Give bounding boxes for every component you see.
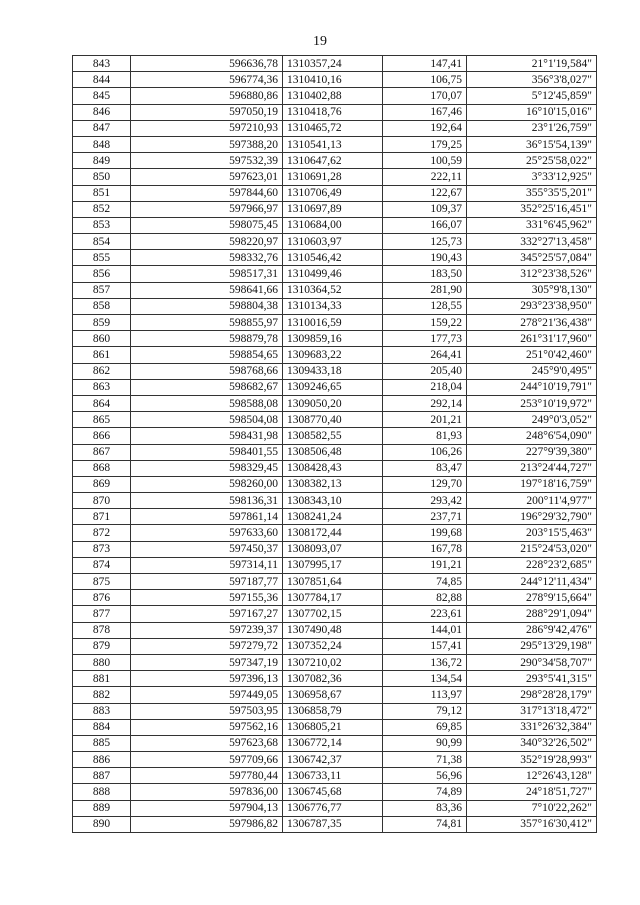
table-row xyxy=(73,120,597,136)
distance-cell: 74,85 xyxy=(383,574,467,590)
x-coordinate-cell: 597210,93 xyxy=(131,120,283,136)
table-row xyxy=(73,201,597,217)
table-row xyxy=(73,315,597,331)
table-row xyxy=(73,719,597,735)
y-coordinate-cell: 1310465,72 xyxy=(283,120,383,136)
point-number-cell: 862 xyxy=(73,363,131,379)
distance-cell: 144,01 xyxy=(383,622,467,638)
bearing-angle-cell: 23°1'26,759" xyxy=(467,120,597,136)
table-row xyxy=(73,590,597,606)
bearing-angle-cell: 261°31'17,960" xyxy=(467,331,597,347)
bearing-angle-cell: 286°9'42,476" xyxy=(467,622,597,638)
table-row xyxy=(73,217,597,233)
point-number-cell: 869 xyxy=(73,476,131,492)
point-number-cell: 859 xyxy=(73,315,131,331)
y-coordinate-cell: 1309050,20 xyxy=(283,395,383,411)
distance-cell: 166,07 xyxy=(383,217,467,233)
bearing-angle-cell: 200°11'4,977" xyxy=(467,493,597,509)
x-coordinate-cell: 598641,66 xyxy=(131,282,283,298)
distance-cell: 147,41 xyxy=(383,56,467,72)
distance-cell: 122,67 xyxy=(383,185,467,201)
bearing-angle-cell: 213°24'44,727" xyxy=(467,460,597,476)
bearing-angle-cell: 332°27'13,458" xyxy=(467,234,597,250)
x-coordinate-cell: 598260,00 xyxy=(131,476,283,492)
y-coordinate-cell: 1308770,40 xyxy=(283,412,383,428)
distance-cell: 71,38 xyxy=(383,752,467,768)
y-coordinate-cell: 1310016,59 xyxy=(283,315,383,331)
x-coordinate-cell: 598075,45 xyxy=(131,217,283,233)
y-coordinate-cell: 1306772,14 xyxy=(283,735,383,751)
y-coordinate-cell: 1310134,33 xyxy=(283,298,383,314)
distance-cell: 170,07 xyxy=(383,88,467,104)
x-coordinate-cell: 598220,97 xyxy=(131,234,283,250)
point-number-cell: 872 xyxy=(73,525,131,541)
bearing-angle-cell: 227°9'39,380" xyxy=(467,444,597,460)
y-coordinate-cell: 1310691,28 xyxy=(283,169,383,185)
bearing-angle-cell: 331°26'32,384" xyxy=(467,719,597,735)
y-coordinate-cell: 1310541,13 xyxy=(283,136,383,152)
point-number-cell: 865 xyxy=(73,412,131,428)
table-row xyxy=(73,282,597,298)
point-number-cell: 858 xyxy=(73,298,131,314)
bearing-angle-cell: 312°23'38,526" xyxy=(467,266,597,282)
distance-cell: 159,22 xyxy=(383,315,467,331)
y-coordinate-cell: 1310684,00 xyxy=(283,217,383,233)
table-row xyxy=(73,752,597,768)
x-coordinate-cell: 598855,97 xyxy=(131,315,283,331)
bearing-angle-cell: 5°12'45,859" xyxy=(467,88,597,104)
distance-cell: 90,99 xyxy=(383,735,467,751)
point-number-cell: 878 xyxy=(73,622,131,638)
x-coordinate-cell: 598329,45 xyxy=(131,460,283,476)
point-number-cell: 886 xyxy=(73,752,131,768)
x-coordinate-cell: 598588,08 xyxy=(131,395,283,411)
y-coordinate-cell: 1307702,15 xyxy=(283,606,383,622)
y-coordinate-cell: 1306958,67 xyxy=(283,687,383,703)
table-row xyxy=(73,768,597,784)
distance-cell: 201,21 xyxy=(383,412,467,428)
point-number-cell: 849 xyxy=(73,153,131,169)
y-coordinate-cell: 1306776,77 xyxy=(283,800,383,816)
y-coordinate-cell: 1308382,13 xyxy=(283,476,383,492)
bearing-angle-cell: 331°6'45,962" xyxy=(467,217,597,233)
bearing-angle-cell: 278°21'36,438" xyxy=(467,315,597,331)
table-row xyxy=(73,493,597,509)
point-number-cell: 888 xyxy=(73,784,131,800)
distance-cell: 222,11 xyxy=(383,169,467,185)
table-row xyxy=(73,234,597,250)
table-row xyxy=(73,557,597,573)
x-coordinate-cell: 597780,44 xyxy=(131,768,283,784)
y-coordinate-cell: 1310697,89 xyxy=(283,201,383,217)
coordinates-table xyxy=(72,55,597,833)
y-coordinate-cell: 1309683,22 xyxy=(283,347,383,363)
y-coordinate-cell: 1308093,07 xyxy=(283,541,383,557)
table-row xyxy=(73,800,597,816)
table-row xyxy=(73,525,597,541)
table-row xyxy=(73,509,597,525)
y-coordinate-cell: 1310706,49 xyxy=(283,185,383,201)
table-row xyxy=(73,460,597,476)
y-coordinate-cell: 1306805,21 xyxy=(283,719,383,735)
point-number-cell: 864 xyxy=(73,395,131,411)
y-coordinate-cell: 1310402,88 xyxy=(283,88,383,104)
x-coordinate-cell: 597623,68 xyxy=(131,735,283,751)
bearing-angle-cell: 295°13'29,198" xyxy=(467,638,597,654)
y-coordinate-cell: 1307490,48 xyxy=(283,622,383,638)
bearing-angle-cell: 24°18'51,727" xyxy=(467,784,597,800)
bearing-angle-cell: 355°35'5,201" xyxy=(467,185,597,201)
point-number-cell: 885 xyxy=(73,735,131,751)
table-row xyxy=(73,735,597,751)
bearing-angle-cell: 7°10'22,262" xyxy=(467,800,597,816)
table-row xyxy=(73,379,597,395)
distance-cell: 56,96 xyxy=(383,768,467,784)
point-number-cell: 880 xyxy=(73,654,131,670)
bearing-angle-cell: 12°26'43,128" xyxy=(467,768,597,784)
bearing-angle-cell: 203°15'5,463" xyxy=(467,525,597,541)
table-row xyxy=(73,654,597,670)
point-number-cell: 876 xyxy=(73,590,131,606)
bearing-angle-cell: 290°34'58,707" xyxy=(467,654,597,670)
table-row xyxy=(73,428,597,444)
bearing-angle-cell: 340°32'26,502" xyxy=(467,735,597,751)
table-row xyxy=(73,574,597,590)
point-number-cell: 875 xyxy=(73,574,131,590)
distance-cell: 167,46 xyxy=(383,104,467,120)
y-coordinate-cell: 1307851,64 xyxy=(283,574,383,590)
table-row xyxy=(73,136,597,152)
point-number-cell: 879 xyxy=(73,638,131,654)
distance-cell: 218,04 xyxy=(383,379,467,395)
x-coordinate-cell: 597623,01 xyxy=(131,169,283,185)
distance-cell: 264,41 xyxy=(383,347,467,363)
y-coordinate-cell: 1306733,11 xyxy=(283,768,383,784)
y-coordinate-cell: 1310499,46 xyxy=(283,266,383,282)
x-coordinate-cell: 597167,27 xyxy=(131,606,283,622)
table-row xyxy=(73,331,597,347)
y-coordinate-cell: 1309859,16 xyxy=(283,331,383,347)
distance-cell: 192,64 xyxy=(383,120,467,136)
bearing-angle-cell: 253°10'19,972" xyxy=(467,395,597,411)
distance-cell: 237,71 xyxy=(383,509,467,525)
distance-cell: 83,47 xyxy=(383,460,467,476)
table-row xyxy=(73,347,597,363)
distance-cell: 205,40 xyxy=(383,363,467,379)
y-coordinate-cell: 1308172,44 xyxy=(283,525,383,541)
x-coordinate-cell: 597279,72 xyxy=(131,638,283,654)
y-coordinate-cell: 1308343,10 xyxy=(283,493,383,509)
distance-cell: 293,42 xyxy=(383,493,467,509)
point-number-cell: 884 xyxy=(73,719,131,735)
point-number-cell: 870 xyxy=(73,493,131,509)
bearing-angle-cell: 16°10'15,016" xyxy=(467,104,597,120)
bearing-angle-cell: 345°25'57,084" xyxy=(467,250,597,266)
x-coordinate-cell: 597709,66 xyxy=(131,752,283,768)
bearing-angle-cell: 278°9'15,664" xyxy=(467,590,597,606)
point-number-cell: 851 xyxy=(73,185,131,201)
point-number-cell: 877 xyxy=(73,606,131,622)
point-number-cell: 846 xyxy=(73,104,131,120)
x-coordinate-cell: 597844,60 xyxy=(131,185,283,201)
x-coordinate-cell: 598136,31 xyxy=(131,493,283,509)
point-number-cell: 845 xyxy=(73,88,131,104)
table-row xyxy=(73,687,597,703)
table-row xyxy=(73,56,597,72)
table-row xyxy=(73,541,597,557)
y-coordinate-cell: 1308506,48 xyxy=(283,444,383,460)
point-number-cell: 863 xyxy=(73,379,131,395)
distance-cell: 190,43 xyxy=(383,250,467,266)
table-row xyxy=(73,622,597,638)
distance-cell: 106,75 xyxy=(383,72,467,88)
x-coordinate-cell: 597986,82 xyxy=(131,816,283,832)
x-coordinate-cell: 597314,11 xyxy=(131,557,283,573)
y-coordinate-cell: 1310364,52 xyxy=(283,282,383,298)
y-coordinate-cell: 1306745,68 xyxy=(283,784,383,800)
distance-cell: 79,12 xyxy=(383,703,467,719)
y-coordinate-cell: 1309246,65 xyxy=(283,379,383,395)
bearing-angle-cell: 352°19'28,993" xyxy=(467,752,597,768)
table-row xyxy=(73,444,597,460)
y-coordinate-cell: 1307995,17 xyxy=(283,557,383,573)
distance-cell: 128,55 xyxy=(383,298,467,314)
point-number-cell: 881 xyxy=(73,671,131,687)
x-coordinate-cell: 597388,20 xyxy=(131,136,283,152)
distance-cell: 177,73 xyxy=(383,331,467,347)
x-coordinate-cell: 597155,36 xyxy=(131,590,283,606)
distance-cell: 167,78 xyxy=(383,541,467,557)
x-coordinate-cell: 598401,55 xyxy=(131,444,283,460)
point-number-cell: 856 xyxy=(73,266,131,282)
bearing-angle-cell: 245°9'0,495" xyxy=(467,363,597,379)
x-coordinate-cell: 597050,19 xyxy=(131,104,283,120)
x-coordinate-cell: 596774,36 xyxy=(131,72,283,88)
point-number-cell: 847 xyxy=(73,120,131,136)
bearing-angle-cell: 36°15'54,139" xyxy=(467,136,597,152)
y-coordinate-cell: 1308582,55 xyxy=(283,428,383,444)
distance-cell: 183,50 xyxy=(383,266,467,282)
table-row xyxy=(73,703,597,719)
bearing-angle-cell: 244°10'19,791" xyxy=(467,379,597,395)
y-coordinate-cell: 1310357,24 xyxy=(283,56,383,72)
x-coordinate-cell: 596636,78 xyxy=(131,56,283,72)
point-number-cell: 848 xyxy=(73,136,131,152)
y-coordinate-cell: 1307784,17 xyxy=(283,590,383,606)
bearing-angle-cell: 305°9'8,130" xyxy=(467,282,597,298)
distance-cell: 113,97 xyxy=(383,687,467,703)
y-coordinate-cell: 1308241,24 xyxy=(283,509,383,525)
y-coordinate-cell: 1309433,18 xyxy=(283,363,383,379)
bearing-angle-cell: 244°12'11,434" xyxy=(467,574,597,590)
point-number-cell: 861 xyxy=(73,347,131,363)
bearing-angle-cell: 21°1'19,584" xyxy=(467,56,597,72)
table-row xyxy=(73,606,597,622)
point-number-cell: 850 xyxy=(73,169,131,185)
bearing-angle-cell: 352°25'16,451" xyxy=(467,201,597,217)
x-coordinate-cell: 597861,14 xyxy=(131,509,283,525)
point-number-cell: 883 xyxy=(73,703,131,719)
x-coordinate-cell: 597904,13 xyxy=(131,800,283,816)
bearing-angle-cell: 298°28'28,179" xyxy=(467,687,597,703)
table-row xyxy=(73,250,597,266)
distance-cell: 179,25 xyxy=(383,136,467,152)
bearing-angle-cell: 196°29'32,790" xyxy=(467,509,597,525)
point-number-cell: 844 xyxy=(73,72,131,88)
table-row xyxy=(73,816,597,832)
point-number-cell: 868 xyxy=(73,460,131,476)
distance-cell: 82,88 xyxy=(383,590,467,606)
x-coordinate-cell: 597450,37 xyxy=(131,541,283,557)
x-coordinate-cell: 598854,65 xyxy=(131,347,283,363)
table-row xyxy=(73,298,597,314)
x-coordinate-cell: 597562,16 xyxy=(131,719,283,735)
bearing-angle-cell: 215°24'53,020" xyxy=(467,541,597,557)
point-number-cell: 873 xyxy=(73,541,131,557)
x-coordinate-cell: 597503,95 xyxy=(131,703,283,719)
distance-cell: 199,68 xyxy=(383,525,467,541)
point-number-cell: 852 xyxy=(73,201,131,217)
y-coordinate-cell: 1306742,37 xyxy=(283,752,383,768)
point-number-cell: 887 xyxy=(73,768,131,784)
x-coordinate-cell: 597633,60 xyxy=(131,525,283,541)
distance-cell: 74,89 xyxy=(383,784,467,800)
table-row xyxy=(73,395,597,411)
bearing-angle-cell: 317°13'18,472" xyxy=(467,703,597,719)
table-row xyxy=(73,153,597,169)
distance-cell: 136,72 xyxy=(383,654,467,670)
x-coordinate-cell: 598517,31 xyxy=(131,266,283,282)
y-coordinate-cell: 1307210,02 xyxy=(283,654,383,670)
table-row xyxy=(73,638,597,654)
table-row xyxy=(73,476,597,492)
y-coordinate-cell: 1307082,36 xyxy=(283,671,383,687)
point-number-cell: 857 xyxy=(73,282,131,298)
y-coordinate-cell: 1306787,35 xyxy=(283,816,383,832)
x-coordinate-cell: 597966,97 xyxy=(131,201,283,217)
x-coordinate-cell: 596880,86 xyxy=(131,88,283,104)
point-number-cell: 871 xyxy=(73,509,131,525)
y-coordinate-cell: 1307352,24 xyxy=(283,638,383,654)
bearing-angle-cell: 248°6'54,090" xyxy=(467,428,597,444)
x-coordinate-cell: 598682,67 xyxy=(131,379,283,395)
distance-cell: 125,73 xyxy=(383,234,467,250)
x-coordinate-cell: 597347,19 xyxy=(131,654,283,670)
x-coordinate-cell: 597239,37 xyxy=(131,622,283,638)
bearing-angle-cell: 357°16'30,412" xyxy=(467,816,597,832)
x-coordinate-cell: 598504,08 xyxy=(131,412,283,428)
point-number-cell: 890 xyxy=(73,816,131,832)
table-row xyxy=(73,784,597,800)
bearing-angle-cell: 293°23'38,950" xyxy=(467,298,597,314)
y-coordinate-cell: 1310603,97 xyxy=(283,234,383,250)
x-coordinate-cell: 597449,05 xyxy=(131,687,283,703)
distance-cell: 129,70 xyxy=(383,476,467,492)
y-coordinate-cell: 1310546,42 xyxy=(283,250,383,266)
distance-cell: 157,41 xyxy=(383,638,467,654)
bearing-angle-cell: 249°0'3,052" xyxy=(467,412,597,428)
table-row xyxy=(73,72,597,88)
distance-cell: 83,36 xyxy=(383,800,467,816)
table-row xyxy=(73,412,597,428)
table-row xyxy=(73,169,597,185)
y-coordinate-cell: 1308428,43 xyxy=(283,460,383,476)
point-number-cell: 866 xyxy=(73,428,131,444)
table-row xyxy=(73,266,597,282)
x-coordinate-cell: 598332,76 xyxy=(131,250,283,266)
table-row xyxy=(73,185,597,201)
x-coordinate-cell: 597532,39 xyxy=(131,153,283,169)
y-coordinate-cell: 1310410,16 xyxy=(283,72,383,88)
point-number-cell: 855 xyxy=(73,250,131,266)
point-number-cell: 860 xyxy=(73,331,131,347)
bearing-angle-cell: 197°18'16,759" xyxy=(467,476,597,492)
distance-cell: 109,37 xyxy=(383,201,467,217)
x-coordinate-cell: 597396,13 xyxy=(131,671,283,687)
bearing-angle-cell: 288°29'1,094" xyxy=(467,606,597,622)
distance-cell: 69,85 xyxy=(383,719,467,735)
bearing-angle-cell: 25°25'58,022" xyxy=(467,153,597,169)
point-number-cell: 854 xyxy=(73,234,131,250)
table-row xyxy=(73,88,597,104)
distance-cell: 223,61 xyxy=(383,606,467,622)
distance-cell: 191,21 xyxy=(383,557,467,573)
bearing-angle-cell: 3°33'12,925" xyxy=(467,169,597,185)
bearing-angle-cell: 356°3'8,027" xyxy=(467,72,597,88)
y-coordinate-cell: 1310647,62 xyxy=(283,153,383,169)
distance-cell: 81,93 xyxy=(383,428,467,444)
table-row xyxy=(73,104,597,120)
table-row xyxy=(73,363,597,379)
distance-cell: 292,14 xyxy=(383,395,467,411)
point-number-cell: 874 xyxy=(73,557,131,573)
x-coordinate-cell: 597187,77 xyxy=(131,574,283,590)
point-number-cell: 889 xyxy=(73,800,131,816)
distance-cell: 100,59 xyxy=(383,153,467,169)
x-coordinate-cell: 598431,98 xyxy=(131,428,283,444)
bearing-angle-cell: 293°5'41,315" xyxy=(467,671,597,687)
distance-cell: 106,26 xyxy=(383,444,467,460)
distance-cell: 134,54 xyxy=(383,671,467,687)
coordinates-table-body xyxy=(73,56,597,833)
point-number-cell: 867 xyxy=(73,444,131,460)
x-coordinate-cell: 598879,78 xyxy=(131,331,283,347)
page-number: 19 xyxy=(313,34,327,49)
y-coordinate-cell: 1306858,79 xyxy=(283,703,383,719)
bearing-angle-cell: 251°0'42,460" xyxy=(467,347,597,363)
distance-cell: 74,81 xyxy=(383,816,467,832)
point-number-cell: 853 xyxy=(73,217,131,233)
x-coordinate-cell: 598768,66 xyxy=(131,363,283,379)
distance-cell: 281,90 xyxy=(383,282,467,298)
point-number-cell: 882 xyxy=(73,687,131,703)
bearing-angle-cell: 228°23'2,685" xyxy=(467,557,597,573)
x-coordinate-cell: 598804,38 xyxy=(131,298,283,314)
y-coordinate-cell: 1310418,76 xyxy=(283,104,383,120)
x-coordinate-cell: 597836,00 xyxy=(131,784,283,800)
table-row xyxy=(73,671,597,687)
point-number-cell: 843 xyxy=(73,56,131,72)
